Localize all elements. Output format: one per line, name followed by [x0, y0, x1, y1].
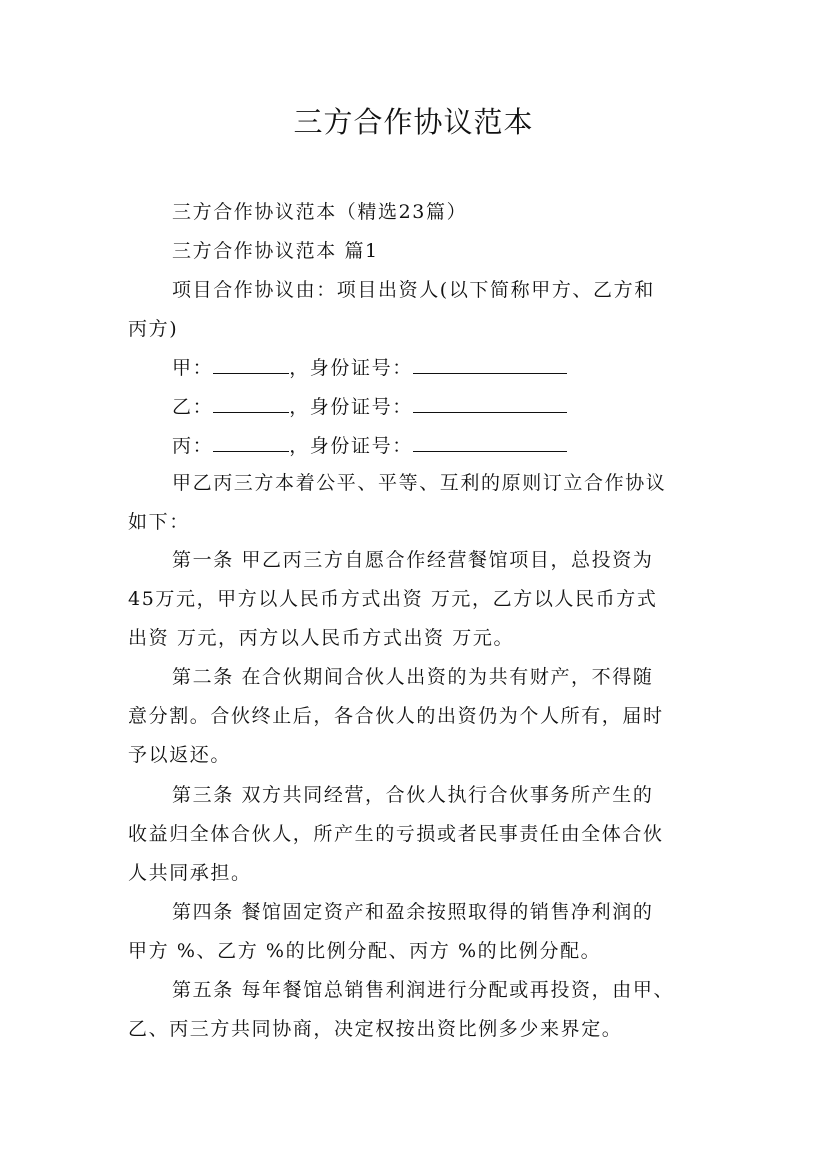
article-1-line-2: 45万元，甲方以人民币方式出资 万元，乙方以人民币方式 — [128, 588, 658, 610]
party-b-name-blank — [213, 394, 289, 413]
party-a-row — [172, 355, 752, 381]
preamble-line-1: 项目合作协议由：项目出资人(以下简称甲方、乙方和 — [172, 279, 655, 301]
article-4-line-2: 甲方 %、乙方 %的比例分配、丙方 %的比例分配。 — [128, 940, 602, 962]
article-2-line-3: 予以返还。 — [128, 744, 232, 766]
party-c-id-label: ，身份证号： — [289, 435, 413, 457]
article-2-line-2: 意分割。合伙终止后，各合伙人的出资仍为个人所有，届时 — [128, 705, 664, 727]
party-c-row — [172, 433, 752, 459]
party-c-name-blank — [213, 433, 289, 452]
article-3-line-2: 收益归全体合伙人，所产生的亏损或者民事责任由全体合伙 — [128, 823, 664, 845]
intro-line: 三方合作协议范本（精选23篇） — [172, 201, 468, 223]
article-3-line-3: 人共同承担。 — [128, 862, 252, 884]
article-2-line-1: 第二条 在合伙期间合伙人出资的为共有财产，不得随 — [172, 666, 654, 688]
preamble-line-2: 丙方) — [128, 318, 179, 340]
party-b-id-label: ，身份证号： — [289, 396, 413, 418]
article-5-line-1: 第五条 每年餐馆总销售利润进行分配或再投资，由甲、 — [172, 979, 675, 1001]
article-3-line-1: 第三条 双方共同经营，合伙人执行合伙事务所产生的 — [172, 784, 654, 806]
party-b-prefix: 乙： — [172, 396, 214, 418]
article-1-line-3: 出资 万元，丙方以人民币方式出资 万元。 — [128, 627, 515, 649]
document-title: 三方合作协议范本 — [293, 105, 534, 139]
section-heading: 三方合作协议范本 篇1 — [172, 240, 379, 262]
party-a-prefix: 甲： — [172, 357, 214, 379]
article-4-line-1: 第四条 餐馆固定资产和盈余按照取得的销售净利润的 — [172, 901, 654, 923]
party-c-id-blank — [413, 433, 567, 452]
article-5-line-2: 乙、丙三方共同协商，决定权按出资比例多少来界定。 — [128, 1018, 623, 1040]
party-b-id-blank — [413, 394, 567, 413]
party-a-name-blank — [213, 355, 289, 374]
principle-line-2: 如下： — [128, 511, 190, 533]
party-b-row — [172, 394, 752, 420]
party-a-id-label: ，身份证号： — [289, 357, 413, 379]
party-a-id-blank — [413, 355, 567, 374]
principle-line-1: 甲乙丙三方本着公平、平等、互利的原则订立合作协议 — [172, 472, 667, 494]
article-1-line-1: 第一条 甲乙丙三方自愿合作经营餐馆项目，总投资为 — [172, 549, 654, 571]
party-c-prefix: 丙： — [172, 435, 214, 457]
